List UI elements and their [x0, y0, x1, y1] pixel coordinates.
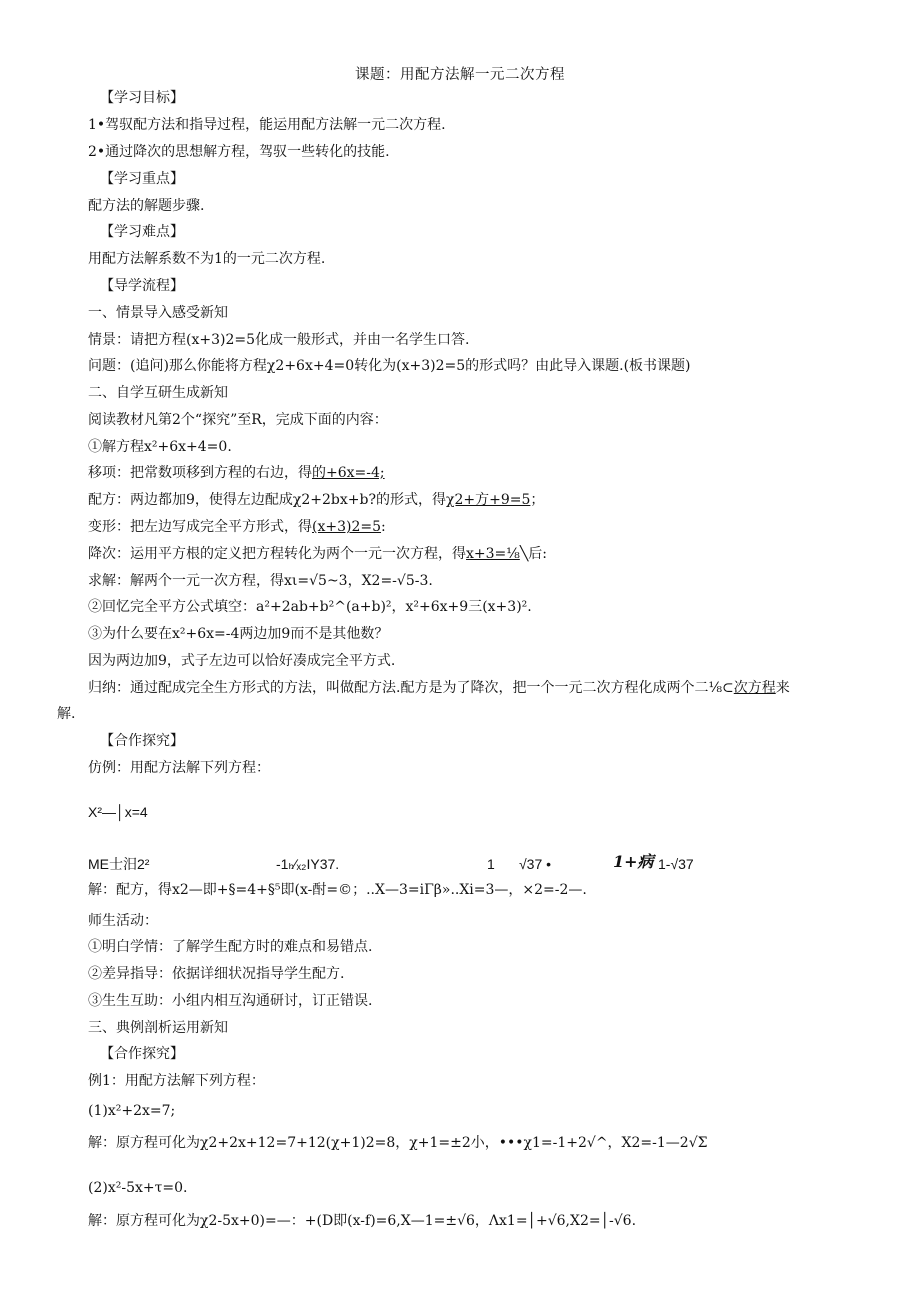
step-text: 移项：把常数项移到方程的右边，得 — [88, 465, 312, 481]
activity-1: ①明白学情：了解学生配方时的难点和易错点. — [88, 939, 373, 955]
section-header-coop-2: 【合作探究】 — [100, 1046, 184, 1062]
fill-answer: (x+3)2=5 — [312, 519, 382, 535]
activity-3: ③生生互助：小组内相互沟通研讨，订正错误. — [88, 993, 373, 1009]
summary-text: 来 — [775, 680, 790, 696]
difficulty-text: 用配方法解系数不为1的一元二次方程. — [88, 251, 326, 267]
section-2-title: 二、自学互研生成新知 — [88, 385, 228, 401]
summary-line — [88, 679, 790, 697]
question-text: 问题：(追问)那么你能将方程χ2+6x+4=0转化为(x+3)2=5的形式吗？由此导入课题.(板书课题) — [88, 358, 691, 374]
problem-2-solution: 解：原方程可化为χ2-5x+0)=—：+(D即(x-f)=6,X—1=±√6，Λx1=│+√6,X2=│-√6. — [88, 1213, 637, 1229]
reading-instruction: 阅读教材凡第2个“探究”至R，完成下面的内容： — [88, 412, 388, 428]
step-complete-square — [88, 491, 544, 509]
step-text: : — [381, 519, 386, 535]
why-question: ③为什么要在x²+6x=-4两边加9而不是其他数？ — [88, 626, 389, 642]
problem-1: (1)x²+2x=7; — [88, 1103, 176, 1119]
section-header-key: 【学习重点】 — [100, 171, 184, 187]
step-solve: 求解：解两个一元一次方程，得xι=√5~3，X2=-√5-3. — [88, 573, 433, 589]
key-text: 配方法的解题步骤. — [88, 198, 205, 214]
solution-imitation: 解：配方，得x2—即+§=4+§⁵即(x-酎=©；..X—3=iΓβ»..Xi=3—，×2=-2—. — [88, 882, 587, 898]
fraction-garble-e: 1+病 — [613, 852, 654, 871]
activity-2: ②差异指导：依据详细状况指导学生配方. — [88, 966, 345, 982]
step-move-terms — [88, 464, 385, 482]
step-transform — [88, 518, 386, 536]
step-text: ╲后: — [519, 546, 547, 562]
section-header-flow: 【导学流程】 — [100, 278, 184, 294]
section-3-title: 三、典例剖析运用新知 — [88, 1020, 228, 1036]
section-header-difficulty: 【学习难点】 — [100, 224, 184, 240]
goal-2: 2•通过降次的思想解方程，驾驭一些转化的技能. — [88, 144, 390, 160]
fraction-garble-d: √37 • — [519, 856, 552, 872]
example-1-prompt: 例1：用配方法解下列方程： — [88, 1073, 265, 1089]
fraction-garble-b: -1ₕ∕ₓ₂IY37. — [276, 856, 340, 872]
step-text: 降次：运用平方根的定义把方程转化为两个一元一次方程，得 — [88, 546, 466, 562]
fill-answer: 的+6x=-4; — [312, 465, 385, 481]
step-text: ； — [530, 492, 545, 508]
activity-header: 师生活动： — [88, 913, 158, 929]
summary-underline: 次方程 — [733, 680, 776, 696]
step-reduce-degree — [88, 545, 547, 563]
summary-continuation: 解. — [57, 706, 76, 722]
goal-1: 1•驾驭配方法和指导过程，能运用配方法解一元二次方程. — [88, 117, 446, 133]
scene-text: 情景：请把方程(x+3)2=5化成一般形式，并由一名学生口答. — [88, 332, 470, 348]
step-text: 变形：把左边写成完全平方形式，得 — [88, 519, 312, 535]
because-answer: 因为两边加9，式子左边可以恰好凑成完全平方式. — [88, 653, 396, 669]
problem-1-solution: 解：原方程可化为χ2+2x+12=7+12(χ+1)2=8，χ+1=±2小，•••χ1=-1+2√^，X2=-1—2√Σ — [88, 1135, 708, 1151]
problem-2: (2)x²-5x+τ=0. — [88, 1180, 188, 1196]
fill-answer: x+3=⅛ — [466, 546, 520, 562]
fraction-garble-a: ME士汨2² — [88, 856, 150, 872]
page-title: 课题：用配方法解一元二次方程 — [355, 67, 565, 83]
section-header-goals: 【学习目标】 — [100, 90, 184, 106]
section-1-title: 一、情景导入感受新知 — [88, 305, 228, 321]
fill-answer: χ2+方+9=5 — [446, 492, 531, 508]
section-header-coop: 【合作探究】 — [100, 733, 184, 749]
fraction-garble-c: 1 — [487, 856, 495, 872]
imitation-prompt: 仿例：用配方法解下列方程： — [88, 760, 270, 776]
summary-text: 归纳：通过配成完全生方形式的方法，叫做配方法.配方是为了降次，把一个一元二次方程化成两个二⅛⊂ — [88, 680, 734, 696]
step-text: 配方：两边都加9，使得左边配成χ2+2bx+b?的形式，得 — [88, 492, 446, 508]
example-equation: X²—│x=4 — [88, 804, 148, 820]
recall-formula: ②回忆完全平方公式填空：a²+2ab+b²^(a+b)²，x²+6x+9三(x+3)². — [88, 599, 532, 615]
fraction-garble-f: 1-√37 — [658, 856, 694, 872]
solve-equation: ①解方程x²+6x+4=0. — [88, 439, 232, 455]
